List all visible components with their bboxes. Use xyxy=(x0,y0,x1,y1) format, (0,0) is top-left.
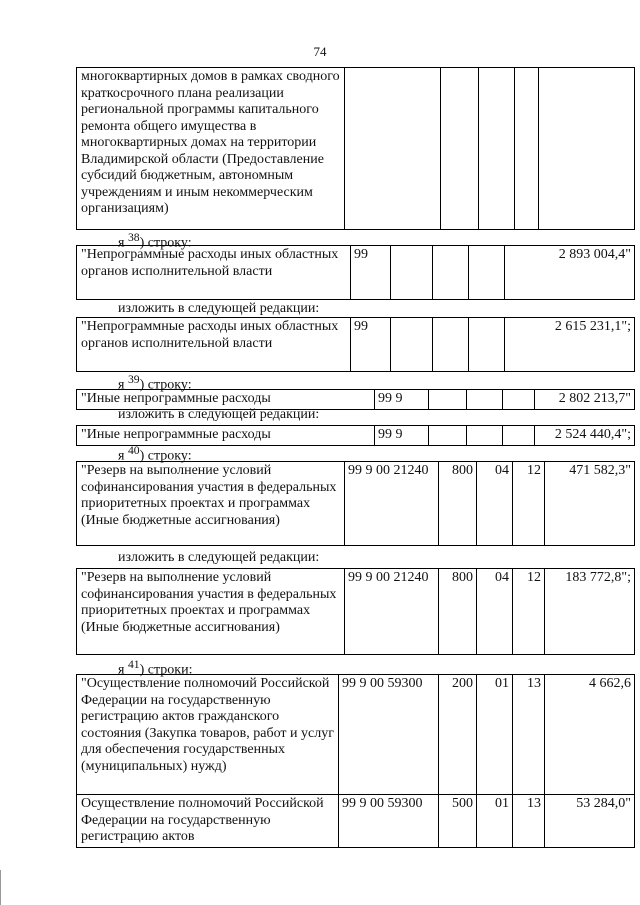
row-amount: 4 662,6 xyxy=(545,675,635,795)
row-code: 99 xyxy=(351,246,391,300)
marker-number: 40 xyxy=(127,444,140,457)
row-code: 99 9 00 21240 xyxy=(345,462,439,546)
row-rz: 01 xyxy=(477,675,513,795)
row-amount: 183 772,8"; xyxy=(545,569,635,655)
item-38-old-row xyxy=(76,245,635,300)
row-pr: 13 xyxy=(513,795,545,848)
marker-prefix: я xyxy=(118,235,125,251)
row-vr: 800 xyxy=(439,569,477,655)
marker-suffix: ) строки: xyxy=(139,662,193,678)
empty-cell xyxy=(433,318,469,372)
empty-cell xyxy=(539,68,635,230)
empty-cell xyxy=(429,390,467,410)
row-pr: 13 xyxy=(513,675,545,795)
empty-cell xyxy=(345,68,441,230)
marker-number: 41 xyxy=(127,658,140,671)
empty-cell xyxy=(467,390,503,410)
row-amount: 2 802 213,7" xyxy=(535,390,635,410)
empty-cell xyxy=(469,246,505,300)
row-amount: 2 893 004,4" xyxy=(505,246,635,300)
row-vr: 200 xyxy=(439,675,477,795)
row-text: "Резерв на выполнение условий софинансирования участия в федеральных приоритетных проектах и программах (Иные бюджетные ассигнования) xyxy=(77,462,345,546)
row-code: 99 9 00 59300 xyxy=(339,795,439,848)
empty-cell xyxy=(515,68,539,230)
row-text: "Иные непрограммные расходы xyxy=(77,426,375,446)
marker-number: 39 xyxy=(127,373,140,386)
row-rz: 04 xyxy=(477,569,513,655)
row-vr: 800 xyxy=(439,462,477,546)
row-amount: 471 582,3" xyxy=(545,462,635,546)
row-text: "Иные непрограммные расходы xyxy=(77,390,375,410)
page-number: 74 xyxy=(313,44,327,59)
empty-cell xyxy=(479,68,515,230)
table-row xyxy=(77,795,635,848)
row-text: "Непрограммные расходы иных областных органов исполнительной власти xyxy=(77,318,351,372)
marker-prefix: я xyxy=(118,448,125,464)
empty-cell xyxy=(503,390,535,410)
row-pr: 12 xyxy=(513,569,545,655)
empty-cell xyxy=(429,426,467,446)
item-40-old-row xyxy=(76,461,635,546)
table-row xyxy=(77,675,635,795)
empty-cell xyxy=(469,318,505,372)
row-amount: 53 284,0" xyxy=(545,795,635,848)
empty-cell xyxy=(433,246,469,300)
marker-prefix: я xyxy=(118,377,125,393)
item-38-new-row xyxy=(76,317,635,372)
row-code: 99 9 00 59300 xyxy=(339,675,439,795)
marker-suffix: ) строку: xyxy=(139,377,192,393)
row-code: 99 xyxy=(351,318,391,372)
empty-cell xyxy=(467,426,503,446)
row-pr: 12 xyxy=(513,462,545,546)
row-text: "Резерв на выполнение условий софинансирования участия в федеральных приоритетных проектах и программах (Иные бюджетные ассигнования) xyxy=(77,569,345,655)
marker-suffix: ) строку: xyxy=(139,235,192,251)
row-amount: 2 615 231,1"; xyxy=(505,318,635,372)
marker-number: 38 xyxy=(127,231,140,244)
edit-label: изложить в следующей редакции: xyxy=(118,550,320,565)
row-rz: 01 xyxy=(477,795,513,848)
marker-prefix: я xyxy=(118,662,125,678)
row-vr: 500 xyxy=(439,795,477,848)
empty-cell xyxy=(503,426,535,446)
edit-label: изложить в следующей редакции: xyxy=(118,407,320,422)
item-40-new-row xyxy=(76,568,635,655)
row-code: 99 9 xyxy=(375,390,429,410)
row-rz: 04 xyxy=(477,462,513,546)
continuation-table xyxy=(76,67,635,230)
row-amount: 2 524 440,4"; xyxy=(535,426,635,446)
scan-edge-mark xyxy=(0,870,5,905)
item-41-table xyxy=(76,674,635,848)
row-text: "Осуществление полномочий Российской Федерации на государственную регистрацию актов гражданского состояния (Закупка товаров, работ и услуг для обеспечения государственных (муниципальных) нужд) xyxy=(77,675,339,795)
continuation-text: многоквартирных домов в рамках сводного краткосрочного плана реализации региональной программы капитального ремонта общего имущества в многоквартирных домах на территории Владимирской области (Предоставление субсидий бюджетным, автономным учреждениям и иным некоммерческим организациям) xyxy=(77,68,345,230)
row-text: "Непрограммные расходы иных областных органов исполнительной власти xyxy=(77,246,351,300)
marker-suffix: ) строку: xyxy=(139,448,192,464)
empty-cell xyxy=(391,318,433,372)
empty-cell xyxy=(391,246,433,300)
row-text: Осуществление полномочий Российской Федерации на государственную регистрацию актов xyxy=(77,795,339,848)
edit-label: изложить в следующей редакции: xyxy=(118,301,320,316)
empty-cell xyxy=(441,68,479,230)
row-code: 99 9 00 21240 xyxy=(345,569,439,655)
row-code: 99 9 xyxy=(375,426,429,446)
